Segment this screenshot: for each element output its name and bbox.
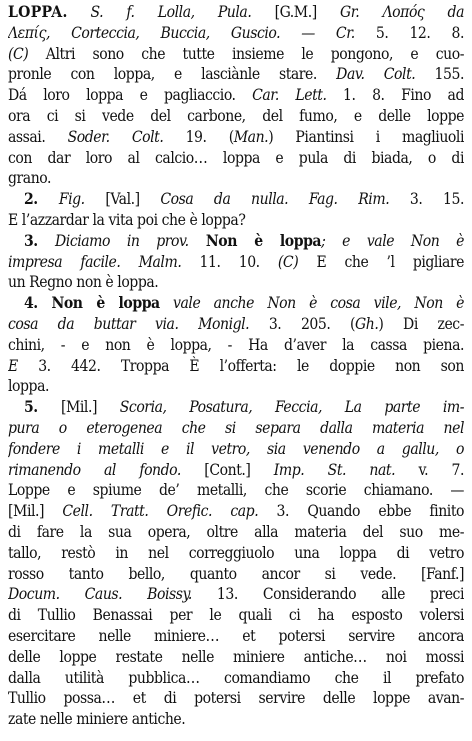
entry-line — [8, 335, 464, 356]
entry-line — [8, 272, 464, 293]
entry-line — [8, 397, 464, 418]
entry-text-span: zate nelle miniere antiche. — [8, 710, 186, 729]
entry-text-span: (C) — [277, 252, 299, 271]
entry-line — [8, 148, 464, 169]
entry-text-span: v. 7. — [395, 460, 464, 479]
entry-text-span: rimanendo al fondo. — [8, 460, 181, 479]
entry-line — [8, 106, 464, 127]
entry-text-span: 3. 442. Troppa È l’offerta: le doppie non son — [17, 356, 464, 375]
entry-text-span: . — [62, 2, 91, 21]
entry-text-span: Non è loppa — [188, 230, 322, 250]
entry-text-span: Dav. Colt. — [336, 65, 416, 84]
entry-text-span: con dar loro al calcio… loppa e pula di biada, o di — [8, 148, 464, 167]
entry-line — [8, 688, 464, 709]
entry-line — [8, 231, 464, 252]
entry-text-span: ora ci si vede del carbone, del fumo, e delle loppe — [8, 106, 464, 125]
entry-text-span: Cell. Tratt. Orefic. cap. — [62, 502, 259, 521]
entry-text-span: Loppe e spiume de’ metalli, che scorie chiamano. — — [8, 481, 464, 500]
entry-line — [8, 252, 464, 273]
entry-text-span: E — [8, 356, 18, 375]
entry-text-span: Λεπίς, Corteccia, Buccia, Guscio. — Cr. — [8, 23, 355, 42]
entry-line — [8, 44, 464, 65]
entry-text-span: esercitare nelle miniere… et potersi servire ancora — [8, 626, 464, 645]
entry-line — [8, 210, 464, 231]
entry-line — [8, 626, 464, 647]
entry-line — [8, 439, 464, 460]
entry-text-span: di fare la sua opera, oltre alla materia del suo me- — [8, 522, 464, 541]
entry-text-span: 5. 12. 8. — [354, 23, 464, 42]
entry-text-span: (C) — [8, 44, 29, 63]
entry-line — [8, 64, 464, 85]
entry-text-span: 3. — [24, 230, 55, 250]
entry-text-span: ) Piantinsi i magliuoli — [268, 127, 464, 146]
entry-text-span: 11. 10. — [181, 252, 278, 271]
entry-text-span: Dá loro loppa e pagliaccio. — [8, 86, 253, 105]
entry-text-span: loppa. — [8, 377, 49, 396]
entry-line — [8, 189, 464, 210]
entry-text-span: E l’azzardar la vita poi che è loppa? — [8, 210, 246, 229]
entry-text-span: grano. — [8, 169, 52, 188]
entry-line — [8, 564, 464, 585]
entry-text-span: Gr. Λοπός da — [339, 3, 464, 21]
entry-line — [8, 647, 464, 668]
entry-text-span: ) Di zec- — [378, 314, 464, 333]
entry-text-span: E che ’l pigliare — [298, 252, 464, 271]
entry-text-span: 3. 15. — [389, 190, 464, 209]
entry-text-span: dalla utilità pubblica… comandiamo che il prefato — [8, 668, 464, 687]
entry-text-span: Scoria, Posatura, Feccia, La parte im- — [119, 398, 464, 417]
entry-line — [8, 460, 464, 481]
entry-text-span: Cosa da nulla. Fag. Rim. — [160, 190, 390, 209]
entry-text-span: impresa facile. Malm. — [8, 252, 182, 271]
entry-text-span: [Mil.] — [60, 398, 120, 417]
entry-line — [8, 2, 464, 23]
entry-text-span: 19. ( — [163, 127, 234, 146]
entry-line — [8, 356, 464, 377]
entry-text-span: [G.M.] — [251, 3, 340, 21]
entry-text-span: fondere i metalli e il vetro, sia venendo a gallu, o — [8, 439, 464, 458]
entry-text-span: 2. — [24, 189, 59, 209]
entry-line — [8, 605, 464, 626]
entry-text-span: 155. — [415, 65, 464, 84]
entry-line — [8, 293, 464, 314]
entry-text-span: LOPPA — [8, 2, 63, 21]
entry-line — [8, 522, 464, 543]
entry-text-span: un Regno non è loppa. — [8, 273, 159, 292]
entry-text-span: Docum. Caus. Boissy. — [8, 585, 192, 604]
entry-line — [8, 314, 464, 335]
entry-text-span: Imp. St. nat. — [273, 460, 396, 479]
entry-text-span: 3. Quando ebbe finito — [258, 502, 464, 521]
entry-text-span: pronle con loppa, e lasciànle stare. — [8, 65, 337, 84]
entry-text-span: Diciamo in prov. — [54, 231, 189, 250]
entry-text-span: Non è loppa — [51, 293, 160, 313]
entry-line — [8, 584, 464, 605]
entry-text-span: di Tullio Benassai per le quali ci ha esposto volersi — [8, 606, 464, 625]
entry-text-span: Fig. — [58, 190, 85, 209]
entry-line — [8, 85, 464, 106]
entry-text-span: Tullio possa… et di potersi servire delle loppe avan- — [8, 689, 464, 708]
entry-text-span: [Val.] — [84, 190, 161, 209]
entry-line — [8, 668, 464, 689]
entry-line — [8, 168, 464, 189]
entry-text-span: 1. 8. Fino ad — [326, 86, 464, 105]
entry-text-span: Altri sono che tutte insieme le pongono, e cuo- — [28, 44, 464, 63]
dictionary-entry-loppa — [8, 2, 464, 730]
entry-text-span: cosa da buttar via. Monigl. — [8, 314, 250, 333]
entry-line — [8, 709, 464, 730]
entry-text-span: vale anche Non è cosa vile, Non è — [159, 294, 464, 313]
entry-line — [8, 480, 464, 501]
entry-line — [8, 543, 464, 564]
entry-line — [8, 376, 464, 397]
entry-text-span: 4. — [24, 293, 52, 313]
entry-line — [8, 418, 464, 439]
entry-text-span: [Mil.] — [8, 502, 63, 521]
entry-text-span: Car. Lett. — [252, 86, 327, 105]
entry-text-span: ; e vale Non è — [321, 231, 464, 250]
entry-line — [8, 23, 464, 44]
entry-text-span: tallo, restò in nel correggiuolo una loppa di vetro — [8, 543, 464, 562]
entry-text-span: rosso tanto bello, quanto ancor si vede. [Fanf.] — [8, 564, 464, 583]
entry-text-span: Soder. Colt. — [67, 127, 164, 146]
entry-text-span: S. f. Lolla, Pula. — [90, 3, 252, 21]
entry-text-span: chini, - e non è loppa, - Ha d’aver la cassa piena. — [8, 335, 464, 354]
entry-text-span: 5. — [24, 397, 61, 417]
entry-text-span: 13. Considerando alle preci — [191, 585, 464, 604]
entry-text-span: delle loppe restate nelle miniere antiche… noi mossi — [8, 647, 464, 666]
entry-text-span: Man. — [233, 127, 269, 146]
entry-text-span: pura o eterogenea che si separa dalla materia nel — [8, 418, 464, 437]
entry-line — [8, 501, 464, 522]
entry-line — [8, 127, 464, 148]
entry-text-span: 3. 205. ( — [249, 314, 356, 333]
entry-text-span: assai. — [8, 127, 68, 146]
entry-text-span: [Cont.] — [180, 460, 274, 479]
entry-text-span: Gh. — [355, 314, 379, 333]
